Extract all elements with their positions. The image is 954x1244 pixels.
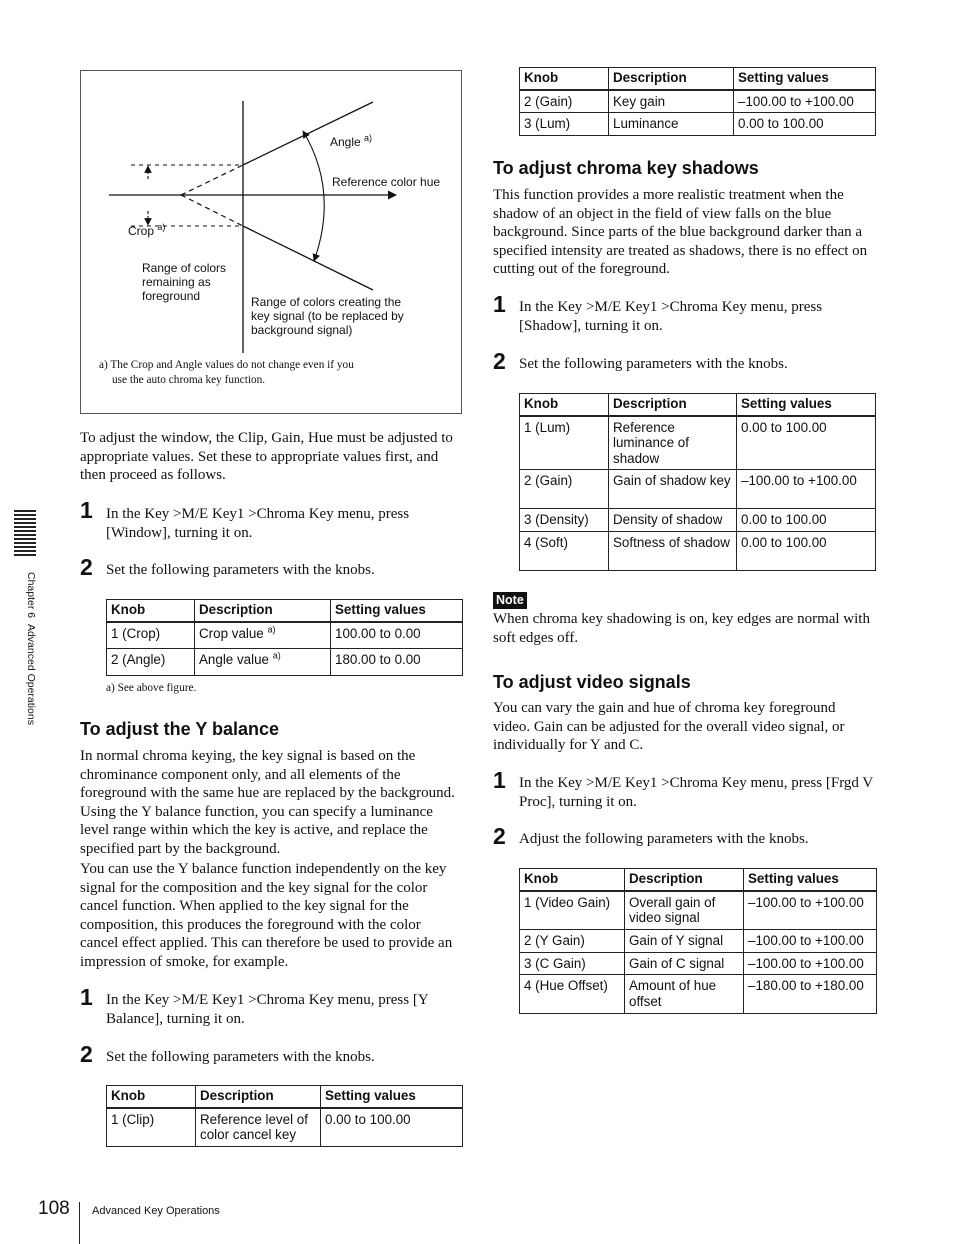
table-header: Description	[196, 1086, 321, 1108]
table-row	[107, 622, 463, 649]
table-cell: 2 (Gain)	[520, 90, 609, 113]
angle-arc	[303, 131, 324, 261]
video-signals-paragraph: You can vary the gain and hue of chroma key foreground video. Gain can be adjusted for the overall video signal, or individually for Y and C.	[493, 700, 845, 754]
table-header-row	[107, 600, 463, 622]
table-cell: Amount of hue offset	[625, 975, 744, 1014]
table-footnote: a) See above figure.	[106, 682, 197, 694]
step-text: Adjust the following parameters with the knobs.	[519, 831, 809, 847]
table-cell: 0.00 to 100.00	[737, 416, 876, 470]
table-cell: –100.00 to +100.00	[744, 930, 877, 953]
table-cell: 0.00 to 100.00	[734, 113, 876, 136]
table-row	[520, 975, 877, 1014]
table-header: Knob	[520, 68, 609, 90]
table-cell: 0.00 to 100.00	[737, 531, 876, 570]
table-cell: 180.00 to 0.00	[331, 649, 463, 676]
step-number: 1	[493, 291, 506, 317]
table-cell: Gain of Y signal	[625, 930, 744, 953]
y-balance-paragraph: In normal chroma keying, the key signal is based on the chrominance component only, and all elements of the foreground with the same hue are replaced by the background. Using the Y balance function, you can specify a luminance level range within which the key is active, and replace the specified part by the background.	[80, 748, 455, 857]
video-params-table	[519, 868, 877, 1014]
video-signals-heading: To adjust video signals	[493, 672, 691, 692]
note-text: When chroma key shadowing is on, key edges are normal with soft edges off.	[493, 611, 870, 646]
shadow-params-table	[519, 393, 876, 571]
step-number: 1	[493, 767, 506, 793]
table-cell: Gain of shadow key	[609, 470, 737, 509]
sidebar-chapter-label: Chapter 6 Advanced Operations	[25, 572, 37, 725]
table-row	[520, 416, 876, 470]
step-number: 1	[80, 984, 93, 1010]
reference-hue-label: Reference color hue	[332, 175, 441, 189]
table-header: Description	[609, 68, 734, 90]
shadow-heading: To adjust chroma key shadows	[493, 158, 759, 178]
table-cell: –100.00 to +100.00	[737, 470, 876, 509]
table-cell: 2 (Angle)	[107, 649, 195, 676]
table-cell: –100.00 to +100.00	[734, 90, 876, 113]
table-cell: Softness of shadow	[609, 531, 737, 570]
table-cell: 1 (Lum)	[520, 416, 609, 470]
table-cell: 3 (C Gain)	[520, 952, 625, 975]
window-params-table	[106, 599, 463, 676]
table-header-row	[107, 1086, 463, 1108]
table-cell: –100.00 to +100.00	[744, 891, 877, 930]
note-badge: Note	[493, 592, 527, 609]
table-row	[520, 113, 876, 136]
chapter-tab-marker	[14, 510, 36, 558]
table-header: Setting values	[744, 869, 877, 891]
table-cell: 3 (Lum)	[520, 113, 609, 136]
table-row	[520, 930, 877, 953]
table-header: Setting values	[331, 600, 463, 622]
table-cell: 1 (Crop)	[107, 622, 195, 649]
table-cell: Luminance	[609, 113, 734, 136]
key-params-table	[519, 67, 876, 136]
remaining-colors-label: Range of colors remaining as foreground	[142, 261, 227, 303]
table-row	[107, 649, 463, 676]
y-balance-params-table	[106, 1085, 463, 1147]
table-row	[520, 952, 877, 975]
table-cell: Crop value $^{a)}$	[195, 622, 331, 649]
step-number: 2	[493, 823, 506, 849]
table-cell: Gain of C signal	[625, 952, 744, 975]
table-header: Knob	[107, 1086, 196, 1108]
crop-label: Crop $^{a)}$	[128, 222, 166, 238]
table-row	[520, 531, 876, 570]
table-cell: Angle value $^{a)}$	[195, 649, 331, 676]
table-header-row	[520, 869, 877, 891]
table-header: Knob	[520, 394, 609, 416]
table-header: Description	[195, 600, 331, 622]
table-row	[520, 509, 876, 532]
table-cell: 0.00 to 100.00	[321, 1108, 463, 1147]
table-cell: Overall gain of video signal	[625, 891, 744, 930]
table-header: Description	[609, 394, 737, 416]
table-header: Setting values	[321, 1086, 463, 1108]
step-text: In the Key >M/E Key1 >Chroma Key menu, press [Frgd V Proc], turning it on.	[519, 775, 873, 810]
table-cell: Key gain	[609, 90, 734, 113]
table-cell: Density of shadow	[609, 509, 737, 532]
step-text: In the Key >M/E Key1 >Chroma Key menu, press [Shadow], turning it on.	[519, 299, 823, 334]
table-header: Knob	[520, 869, 625, 891]
table-header-row	[520, 68, 876, 90]
table-header: Setting values	[734, 68, 876, 90]
y-balance-paragraph: You can use the Y balance function independently on the key signal for the composition and the key signal for the color cancel function. When applied to the key signal for the composition, this produces the foreground with the color cancel effect applied. This can therefore be used to provide an impression of smoke, for example.	[80, 861, 453, 970]
step-text: Set the following parameters with the knobs.	[106, 562, 375, 578]
step-text: In the Key >M/E Key1 >Chroma Key menu, press [Y Balance], turning it on.	[106, 992, 429, 1027]
table-header-row	[520, 394, 876, 416]
page-number: 108	[38, 1198, 70, 1219]
table-cell: 100.00 to 0.00	[331, 622, 463, 649]
table-cell: 1 (Clip)	[107, 1108, 196, 1147]
upper-key-boundary	[243, 102, 373, 165]
table-cell: –180.00 to +180.00	[744, 975, 877, 1014]
table-row	[520, 470, 876, 509]
step-text: In the Key >M/E Key1 >Chroma Key menu, press [Window], turning it on.	[106, 506, 410, 541]
shadow-paragraph: This function provides a more realistic treatment when the shadow of an object in the field of view falls on the blue background. Since parts of the blue background darker than a specified intensity are treated as shadows, there is no effect on cutting out of the foreground.	[493, 187, 868, 278]
table-cell: 1 (Video Gain)	[520, 891, 625, 930]
key-signal-colors-label: Range of colors creating the key signal (to be replaced by background signal)	[251, 295, 404, 337]
table-cell: Reference luminance of shadow	[609, 416, 737, 470]
table-row	[107, 1108, 463, 1147]
table-cell: Reference level of color cancel key	[196, 1108, 321, 1147]
chroma-key-figure	[80, 70, 462, 414]
table-cell: –100.00 to +100.00	[744, 952, 877, 975]
y-balance-heading: To adjust the Y balance	[80, 719, 280, 739]
table-row	[520, 90, 876, 113]
table-cell: 4 (Soft)	[520, 531, 609, 570]
step-text: Set the following parameters with the knobs.	[519, 356, 788, 372]
table-header: Setting values	[737, 394, 876, 416]
step-number: 2	[80, 554, 93, 580]
figure-footnote: a) The Crop and Angle values do not change even if you use the auto chroma key function.	[99, 359, 354, 386]
step-text: Set the following parameters with the knobs.	[106, 1049, 375, 1065]
footer-title: Advanced Key Operations	[92, 1205, 220, 1217]
step-number: 2	[493, 348, 506, 374]
window-intro-paragraph: To adjust the window, the Clip, Gain, Hue must be adjusted to appropriate values. Set these to appropriate values first, and then proceed as follows.	[80, 430, 453, 484]
table-cell: 2 (Gain)	[520, 470, 609, 509]
table-cell: 3 (Density)	[520, 509, 609, 532]
table-header: Knob	[107, 600, 195, 622]
table-row	[520, 891, 877, 930]
table-header: Description	[625, 869, 744, 891]
step-number: 1	[80, 497, 93, 523]
table-cell: 0.00 to 100.00	[737, 509, 876, 532]
table-cell: 2 (Y Gain)	[520, 930, 625, 953]
footer-divider	[79, 1202, 80, 1244]
step-number: 2	[80, 1041, 93, 1067]
table-cell: 4 (Hue Offset)	[520, 975, 625, 1014]
lower-key-boundary	[243, 226, 373, 290]
angle-label: Angle $^{a)}$	[330, 133, 373, 149]
